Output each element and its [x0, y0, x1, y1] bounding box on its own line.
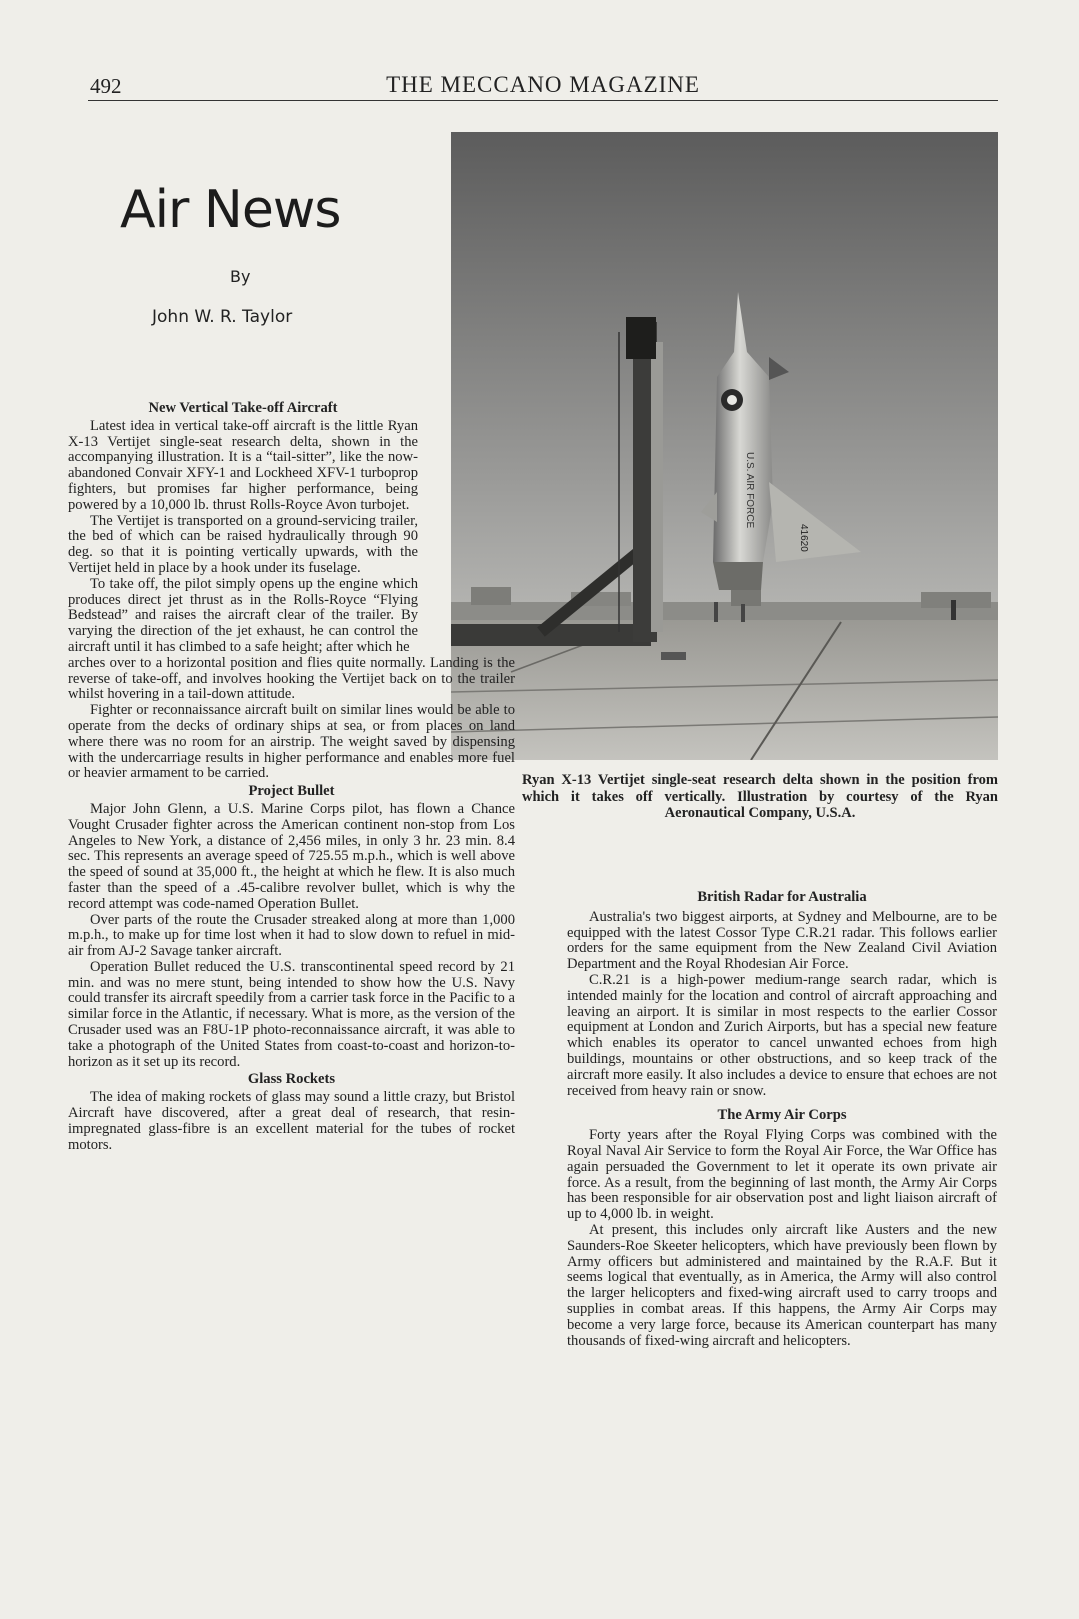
- bullet-paragraph: Operation Bullet reduced the U.S. transcontinental speed record by 21 min. and was no mere stunt, being intended to show how the U.S. Navy could transfer its aircraft speedily from a carrier task force in the Pacific to a similar force in the Atlantic, if necessary. What is more, as the version of the Crusader used was an F8U-1P photo-reconnaissance aircraft, it was able to take a photograph of the United States from coast-to-coast and horizon-to-horizon as it set up its record.: [68, 958, 515, 1070]
- byline-author: John W. R. Taylor: [152, 307, 293, 327]
- radar-paragraph: C.R.21 is a high-power medium-range search radar, which is intended mainly for the location and control of aircraft approaching and leaving an airport. It is similar in most respects to the earlier Cossor equipment at London and Zurich Airports, but has a special new feature which enables its operator to cancel unwanted echoes from high buildings, mountains or other obstructions, and so keep track of the aircraft more easily. It also includes a device to ensure that echoes are not received from heavy rain or snow.: [567, 971, 997, 1099]
- bullet-paragraph: Major John Glenn, a U.S. Marine Corps pilot, has flown a Chance Vought Crusader fighter across the American continent non-stop from Los Angeles to New York, a distance of 2,456 miles, in only 3 hr. 23 min. 8.4 sec. This represents an average speed of 725.55 m.p.h., which is well above the speed of sound at 35,000 ft., the height at which he flew. It is also much faster than the speed of a .45-calibre revolver bullet, which is why the record attempt was code-named Operation Bullet.: [68, 800, 515, 912]
- radar-paragraph: Australia's two biggest airports, at Sydney and Melbourne, are to be equipped with the latest Cossor Type C.R.21 radar. This follows earlier orders for the same equipment from the New Zealand Civil Aviation Department and the Royal Rhodesian Air Force.: [567, 908, 997, 973]
- army-paragraph: Forty years after the Royal Flying Corps was combined with the Royal Naval Air Service to form the Royal Air Force, the War Office has again persuaded the Government to let it operate its own private air force. As a result, from the beginning of last month, the Army Air Corps has been responsible for air observation post and light liaison aircraft of up to 4,000 lb. in weight.: [567, 1127, 997, 1223]
- article-title: Air News: [120, 180, 341, 240]
- heading-project-bullet: Project Bullet: [248, 783, 335, 800]
- glass-paragraph: The idea of making rockets of glass may sound a little crazy, but Bristol Aircraft have discovered, after a great deal of research, that resin-impregnated glass-fibre is an excellent material for the tubes of rocket motors.: [68, 1089, 515, 1153]
- heading-army-air-corps: The Army Air Corps: [717, 1107, 847, 1124]
- tail-number: 41620: [798, 524, 809, 552]
- vertical-paragraph: Latest idea in vertical take-off aircraft is the little Ryan X-13 Vertijet single-seat research delta, shown in the accompanying illustration. It is a “tail-sitter”, like the now-abandoned Convair XFY-1 and Lockheed XFV-1 turboprop fighters, but promises far higher performance, being powered by a 10,000 lb. thrust Rolls-Royce Avon turbojet.: [68, 417, 418, 513]
- heading-glass-rockets: Glass Rockets: [247, 1071, 336, 1088]
- vertical-paragraph: The Vertijet is transported on a ground-servicing trailer, the bed of which can be raised hydraulically through 90 deg. so that it is pointing vertically upwards, with the Vertijet held in place by a hook under its fuselage.: [68, 512, 418, 576]
- byline-by: By: [230, 267, 251, 286]
- vertical-paragraph: To take off, the pilot simply opens up the engine which produces direct jet thrust as in the Rolls-Royce “Flying Bedstead” and raises the aircraft clear of the trailer. By varying the direction of the jet exhaust, he can control the aircraft until it has climbed to a safe height; after which he: [68, 575, 418, 655]
- left-column: [68, 401, 515, 1153]
- vertijet-photo-drawing: [451, 132, 998, 760]
- magazine-title: THE MECCANO MAGAZINE: [386, 72, 700, 97]
- vertical-paragraph: arches over to a horizontal position and flies quite normally. Landing is the reverse of take-off, and involves hooking the Vertijet back on to the trailer whilst hovering in a tail-down attitude.: [68, 654, 515, 703]
- army-paragraph: At present, this includes only aircraft like Austers and the new Saunders-Roe Skeeter helicopters, which have previously been flown by Army officers but administered and maintained by the R.A.F. But it seems logical that eventually, as in America, the Army will also control the larger helicopters and fixed-wing aircraft used to carry troops and supplies in combat areas. If this happens, the Army Air Corps may become a very large force, because its American counterpart has many thousands of fixed-wing aircraft and helicopters.: [567, 1221, 997, 1349]
- heading-british-radar: British Radar for Australia: [697, 889, 867, 905]
- fuselage-text: U.S. AIR FORCE: [744, 452, 755, 529]
- narrow-section: [68, 401, 418, 656]
- page-number: 492: [90, 74, 122, 98]
- page-header: [88, 72, 998, 101]
- vertical-paragraph: Fighter or reconnaissance aircraft built on similar lines would be able to operate from the decks of ordinary ships at sea, or from places on land where there was no room for an airstrip. The weight saved by dispensing with the undercarriage results in higher performance and enables more fuel or heavier armament to be carried.: [68, 702, 515, 782]
- right-column: [567, 886, 997, 1349]
- photo-caption: Ryan X-13 Vertijet single-seat research delta shown in the position from which it takes off vertically. Illustration by courtesy of the Ryan Aeronautical Company, U.S.A.: [522, 772, 998, 821]
- bullet-paragraph: Over parts of the route the Crusader streaked along at more than 1,000 m.p.h., to make up for time lost when it had to slow down to refuel in mid-air from AJ-2 Savage tanker aircraft.: [68, 911, 515, 960]
- heading-vertical-takeoff: New Vertical Take-off Aircraft: [148, 400, 338, 416]
- vertijet-photo: [451, 132, 998, 760]
